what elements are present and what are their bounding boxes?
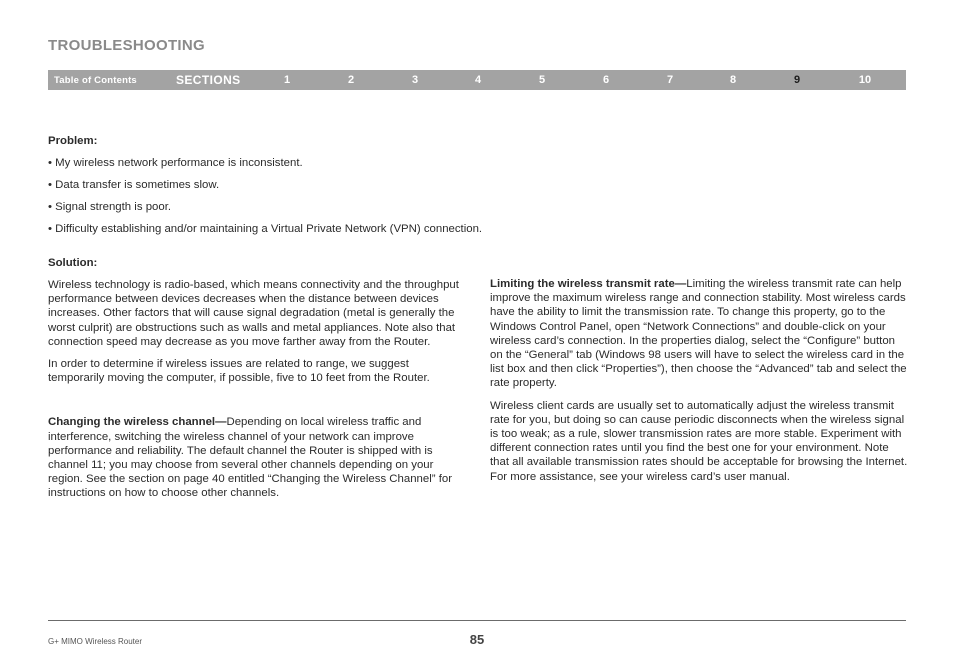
channel-subheading: Changing the wireless channel— — [48, 416, 227, 429]
page-number: 85 — [469, 632, 485, 647]
section-link-4[interactable]: 4 — [474, 74, 482, 86]
section-link-1[interactable]: 1 — [283, 74, 291, 86]
section-link-9-active[interactable]: 9 — [793, 74, 801, 86]
section-link-2[interactable]: 2 — [347, 74, 355, 86]
section-link-3[interactable]: 3 — [411, 74, 419, 86]
problem-bullet: • Signal strength is poor. — [48, 201, 172, 213]
footer-product-name: G+ MIMO Wireless Router — [48, 637, 143, 646]
problem-heading: Problem: — [48, 135, 98, 147]
footer-divider — [48, 620, 906, 621]
body-paragraph: Wireless technology is radio-based, which means connectivity and the throughput performance between devices decreases when the distance between devices increases. Other factors that will cause signal degradation (metal is generally the worst culprit) are obstructions such as walls and metal appliances. Note also that connection speed may decrease as you move farther away from the Router. — [48, 279, 459, 348]
right-column — [490, 277, 908, 492]
section-link-8[interactable]: 8 — [729, 74, 737, 86]
channel-paragraph — [48, 415, 466, 500]
section-link-6[interactable]: 6 — [602, 74, 610, 86]
problem-bullet: • Data transfer is sometimes slow. — [48, 179, 220, 191]
section-link-7[interactable]: 7 — [666, 74, 674, 86]
transmit-rate-body: Limiting the wireless transmit rate can help improve the maximum wireless range and connection stability. Most wireless cards have the ability to limit the transmission rate. To change this property, go to the Windows Control Panel, open “Network Connections” and double-click on your wireless card’s connection. In the properties dialog, select the “Configure” button on the “General” tab (Windows 98 users will have to select the wireless card in the list box and then click “Properties”), then choose the “Advanced” tab and select the rate property. — [490, 278, 907, 390]
left-column — [48, 278, 466, 509]
transmit-rate-subheading: Limiting the wireless transmit rate— — [490, 278, 687, 290]
channel-body: Depending on local wireless traffic and interference, switching the wireless channel of your network can improve performance and reliability. The default channel the Router is shipped with is channel 11; you may choose from several other channels depending on your region. See the section on page 40 entitled “Changing the Wireless Channel” for instructions on how to choose other channels. — [48, 416, 452, 500]
transmit-rate-paragraph — [490, 277, 908, 391]
sections-label: SECTIONS — [176, 73, 241, 87]
body-paragraph: Wireless client cards are usually set to automatically adjust the wireless transmit rate for you, but doing so can cause periodic disconnects when the wireless signal is too weak; as a rule, slower transmission rates are more stable. Experiment with different connection rates until you find the best one for your environment. Note that all available transmission rates should be acceptable for browsing the Internet. For more assistance, see your wireless card’s user manual. — [490, 399, 908, 483]
body-paragraph: In order to determine if wireless issues are related to range, we suggest temporarily moving the computer, if possible, five to 10 feet from the Router. — [48, 358, 430, 385]
problem-bullet: • Difficulty establishing and/or maintaining a Virtual Private Network (VPN) connection. — [48, 223, 483, 235]
problem-bullet: • My wireless network performance is inconsistent. — [48, 157, 303, 169]
solution-heading: Solution: — [48, 257, 98, 269]
section-nav-bar — [48, 70, 906, 90]
page-title: TROUBLESHOOTING — [48, 37, 205, 54]
section-link-10[interactable]: 10 — [858, 74, 872, 86]
section-link-5[interactable]: 5 — [538, 74, 546, 86]
table-of-contents-link[interactable]: Table of Contents — [54, 75, 137, 86]
